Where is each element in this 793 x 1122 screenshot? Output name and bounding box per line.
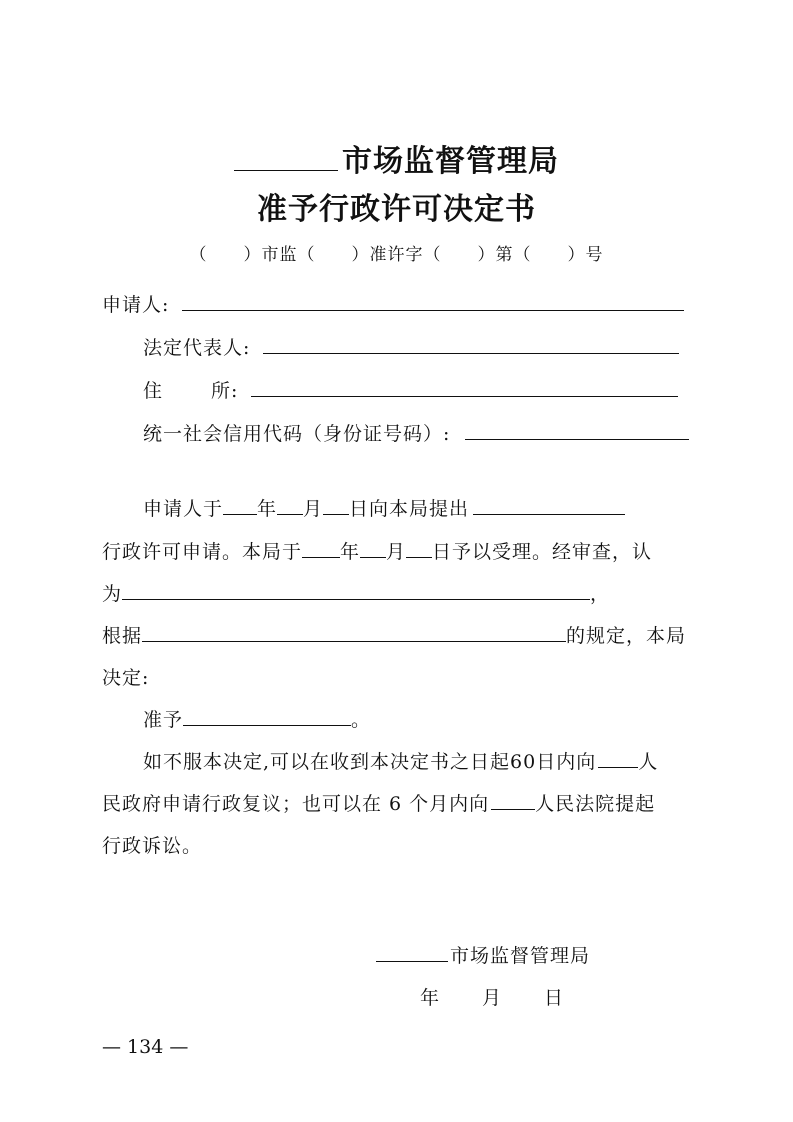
granted-item-blank[interactable] xyxy=(183,706,351,726)
text-fragment: 人民法院提起 xyxy=(535,793,656,815)
credit-code-row xyxy=(143,419,689,446)
text-fragment: 根据 xyxy=(102,625,143,647)
legal-rep-row xyxy=(143,333,679,360)
text-fragment: 行政许可申请。本局于 xyxy=(102,541,303,563)
body-line-3 xyxy=(102,579,610,606)
body-line-9: 行政诉讼。 xyxy=(102,835,203,857)
apply-year-blank[interactable] xyxy=(223,495,257,515)
text-fragment: 日予以受理。经审查，认 xyxy=(432,541,653,563)
signature-org xyxy=(376,941,590,968)
credit-code-blank[interactable] xyxy=(465,420,689,440)
legal-basis-blank[interactable] xyxy=(142,622,566,642)
signature-org-suffix: 市场监督管理局 xyxy=(450,945,591,967)
accept-month-blank[interactable] xyxy=(360,538,386,558)
document-title xyxy=(0,136,793,180)
text-fragment: 准予 xyxy=(143,709,184,731)
review-gov-blank[interactable] xyxy=(598,748,638,768)
document-subtitle: 准予行政许可决定书 xyxy=(257,192,536,227)
signature-day-label: 日 xyxy=(544,987,565,1009)
text-fragment: 月 xyxy=(303,498,324,520)
text-fragment: 如不服本决定,可以在收到本决定书之日起60日内向 xyxy=(143,751,597,773)
address-row xyxy=(143,376,678,403)
text-fragment: 月 xyxy=(386,541,407,563)
court-blank[interactable] xyxy=(491,790,535,810)
address-label-a: 住 xyxy=(143,380,164,402)
text-fragment: 年 xyxy=(340,541,361,563)
body-line-2 xyxy=(102,537,652,564)
text-fragment: 的规定，本局 xyxy=(566,625,687,647)
document-number: （ ）市监（ ）准许字（ ）第（ ）号 xyxy=(189,245,604,265)
legal-rep-blank[interactable] xyxy=(263,334,679,354)
accept-year-blank[interactable] xyxy=(302,538,340,558)
text-fragment: 。 xyxy=(351,709,372,731)
title-suffix: 市场监督管理局 xyxy=(342,144,559,179)
applicant-blank[interactable] xyxy=(182,291,684,311)
body-line-7 xyxy=(143,747,658,774)
text-fragment: 日向本局提出 xyxy=(349,498,470,520)
text-fragment: ， xyxy=(590,583,611,605)
credit-code-label: 统一社会信用代码（身份证号码）: xyxy=(143,423,451,445)
signature-year-label: 年 xyxy=(420,987,441,1009)
text-fragment: 申请人于 xyxy=(143,498,224,520)
signature-date xyxy=(420,983,564,1010)
page-number: — 134 — xyxy=(102,1036,189,1058)
review-finding-blank[interactable] xyxy=(122,580,590,600)
text-fragment: 民政府申请行政复议；也可以在 6 个月内向 xyxy=(102,793,490,815)
org-name-blank[interactable] xyxy=(234,142,338,171)
text-fragment: 年 xyxy=(257,498,278,520)
accept-day-blank[interactable] xyxy=(406,538,432,558)
signature-org-blank[interactable] xyxy=(376,942,448,962)
signature-month-label: 月 xyxy=(482,987,503,1009)
applicant-row xyxy=(102,290,684,317)
body-line-5: 决定: xyxy=(102,667,150,689)
address-label-b: 所: xyxy=(211,380,239,402)
apply-day-blank[interactable] xyxy=(323,495,349,515)
body-line-4 xyxy=(102,621,686,648)
applicant-label: 申请人: xyxy=(102,294,170,316)
text-fragment: 人 xyxy=(638,751,659,773)
apply-item-blank[interactable] xyxy=(473,495,625,515)
body-line-6 xyxy=(143,705,371,732)
body-line-1 xyxy=(143,494,625,521)
body-line-8 xyxy=(102,789,655,816)
address-blank[interactable] xyxy=(251,377,678,397)
text-fragment: 为 xyxy=(102,583,123,605)
apply-month-blank[interactable] xyxy=(277,495,303,515)
legal-rep-label: 法定代表人: xyxy=(143,337,251,359)
